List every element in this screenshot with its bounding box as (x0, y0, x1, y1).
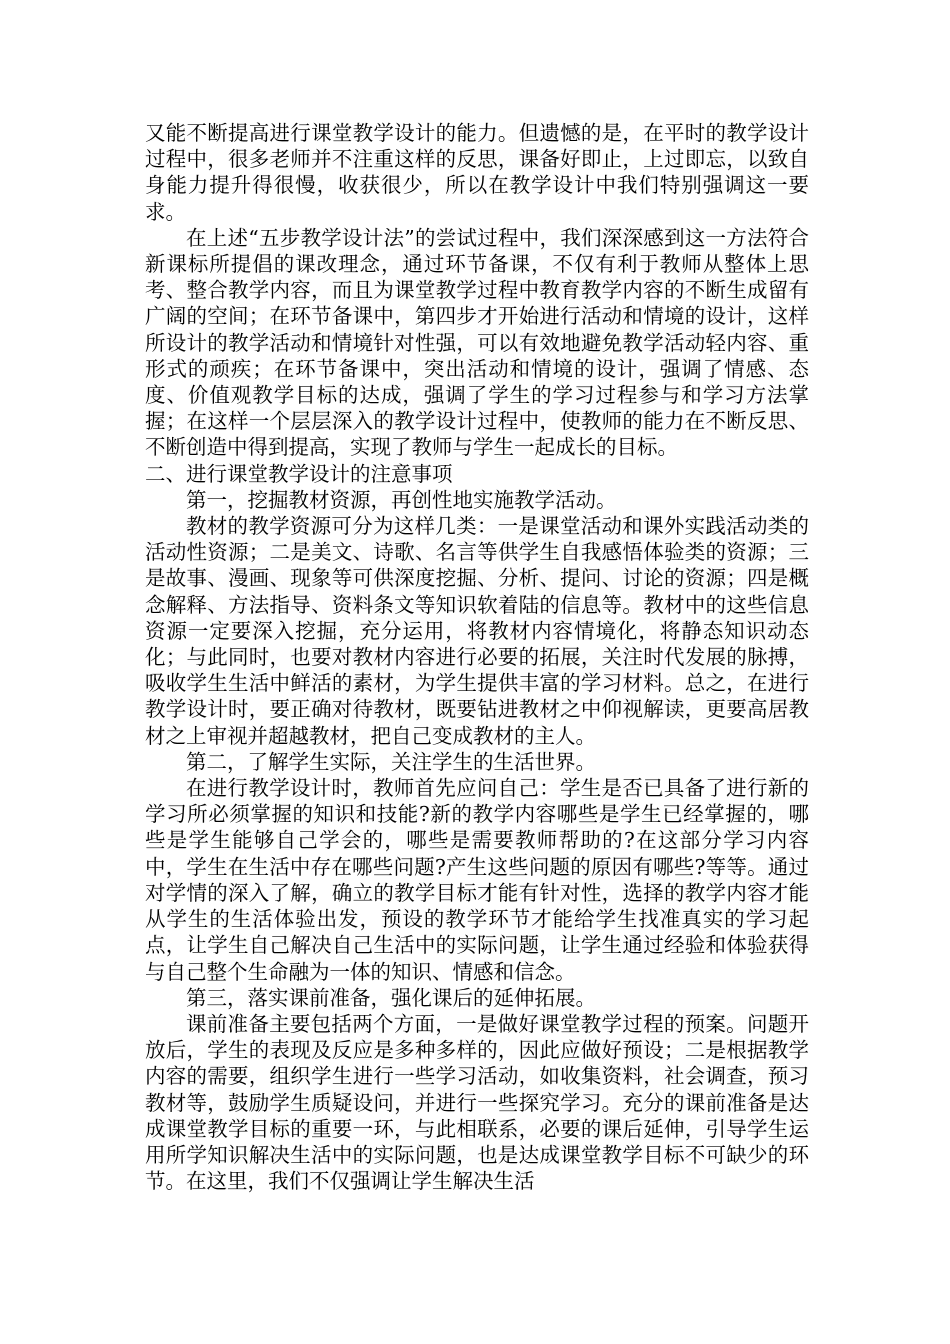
paragraph-five-step-method: 在上述“五步教学设计法”的尝试过程中，我们深深感到这一方法符合新课标所提倡的课改理念，通过环节备课，不仅有利于教师从整体上思考、整合教学内容，而且为课堂教学过程中教育教学内容的不断生成留有广阔的空间；在环节备课中，第四步才开始进行活动和情境的设计，这样所设计的教学活动和情境针对性强，可以有效地避免教学活动轻内容、重形式的顽疾；在环节备课中，突出活动和情境的设计，强调了情感、态度、价值观教学目标的达成，强调了学生的学习过程参与和学习方法掌握；在这样一个层层深入的教学设计过程中，使教师的能力在不断反思、不断创造中得到提高，实现了教师与学生一起成长的目标。 (145, 225, 809, 460)
document-page (145, 120, 809, 1194)
paragraph-textbook-resources: 教材的教学资源可分为这样几类：一是课堂活动和课外实践活动类的活动性资源；二是美文、诗歌、名言等供学生自我感悟体验类的资源；三是故事、漫画、现象等可供深度挖掘、分析、提问、讨论的资源；四是概念解释、方法指导、资料条文等知识软着陆的信息等。教材中的这些信息资源一定要深入挖掘，充分运用，将教材内容情境化，将静态知识动态化；与此同时，也要对教材内容进行必要的拓展，关注时代发展的脉搏，吸收学生生活中鲜活的素材，为学生提供丰富的学习材料。总之，在进行教学设计时，要正确对待教材，既要钻进教材之中仰视解读，更要高居教材之上审视并超越教材，把自己变成教材的主人。 (145, 514, 809, 748)
paragraph-preparation: 课前准备主要包括两个方面，一是做好课堂教学过程的预案。问题开放后，学生的表现及反应是多种多样的，因此应做好预设；二是根据教学内容的需要，组织学生进行一些学习活动，如收集资料，社会调查，预习教材等，鼓励学生质疑设问，并进行一些探究学习。充分的课前准备是达成课堂教学目标的重要一环，与此相联系，必要的课后延伸，引导学生运用所学知识解决生活中的实际问题，也是达成课堂教学目标不可缺少的环节。在这里，我们不仅强调让学生解决生活 (145, 1011, 809, 1194)
point-two-heading: 第二，了解学生实际，关注学生的生活世界。 (186, 749, 596, 774)
paragraph-continuation: 又能不断提高进行课堂教学设计的能力。但遗憾的是，在平时的教学设计过程中，很多老师并不注重这样的反思，课备好即止，上过即忘，以致自身能力提升得很慢，收获很少，所以在教学设计中我们特别强调这一要求。 (145, 121, 809, 224)
paragraph-student-reality: 在进行教学设计时，教师首先应问自己：学生是否已具备了进行新的学习所必须掌握的知识和技能?新的教学内容哪些是学生已经掌握的，哪些是学生能够自己学会的，哪些是需要教师帮助的?在这部分学习内容中，学生在生活中存在哪些问题?产生这些问题的原因有哪些?等等。通过对学情的深入了解，确立的教学目标才能有针对性，选择的教学内容才能从学生的生活体验出发，预设的教学环节才能给学生找准真实的学习起点，让学生自己解决自己生活中的实际问题，让学生通过经验和体验获得与自己整个生命融为一体的知识、情感和信念。 (145, 776, 809, 984)
point-one-heading: 第一，挖掘教材资源，再创性地实施教学活动。 (186, 487, 617, 512)
section-heading-notes: 二、进行课堂教学设计的注意事项 (145, 461, 453, 486)
point-three-heading: 第三，落实课前准备，强化课后的延伸拓展。 (186, 985, 596, 1010)
